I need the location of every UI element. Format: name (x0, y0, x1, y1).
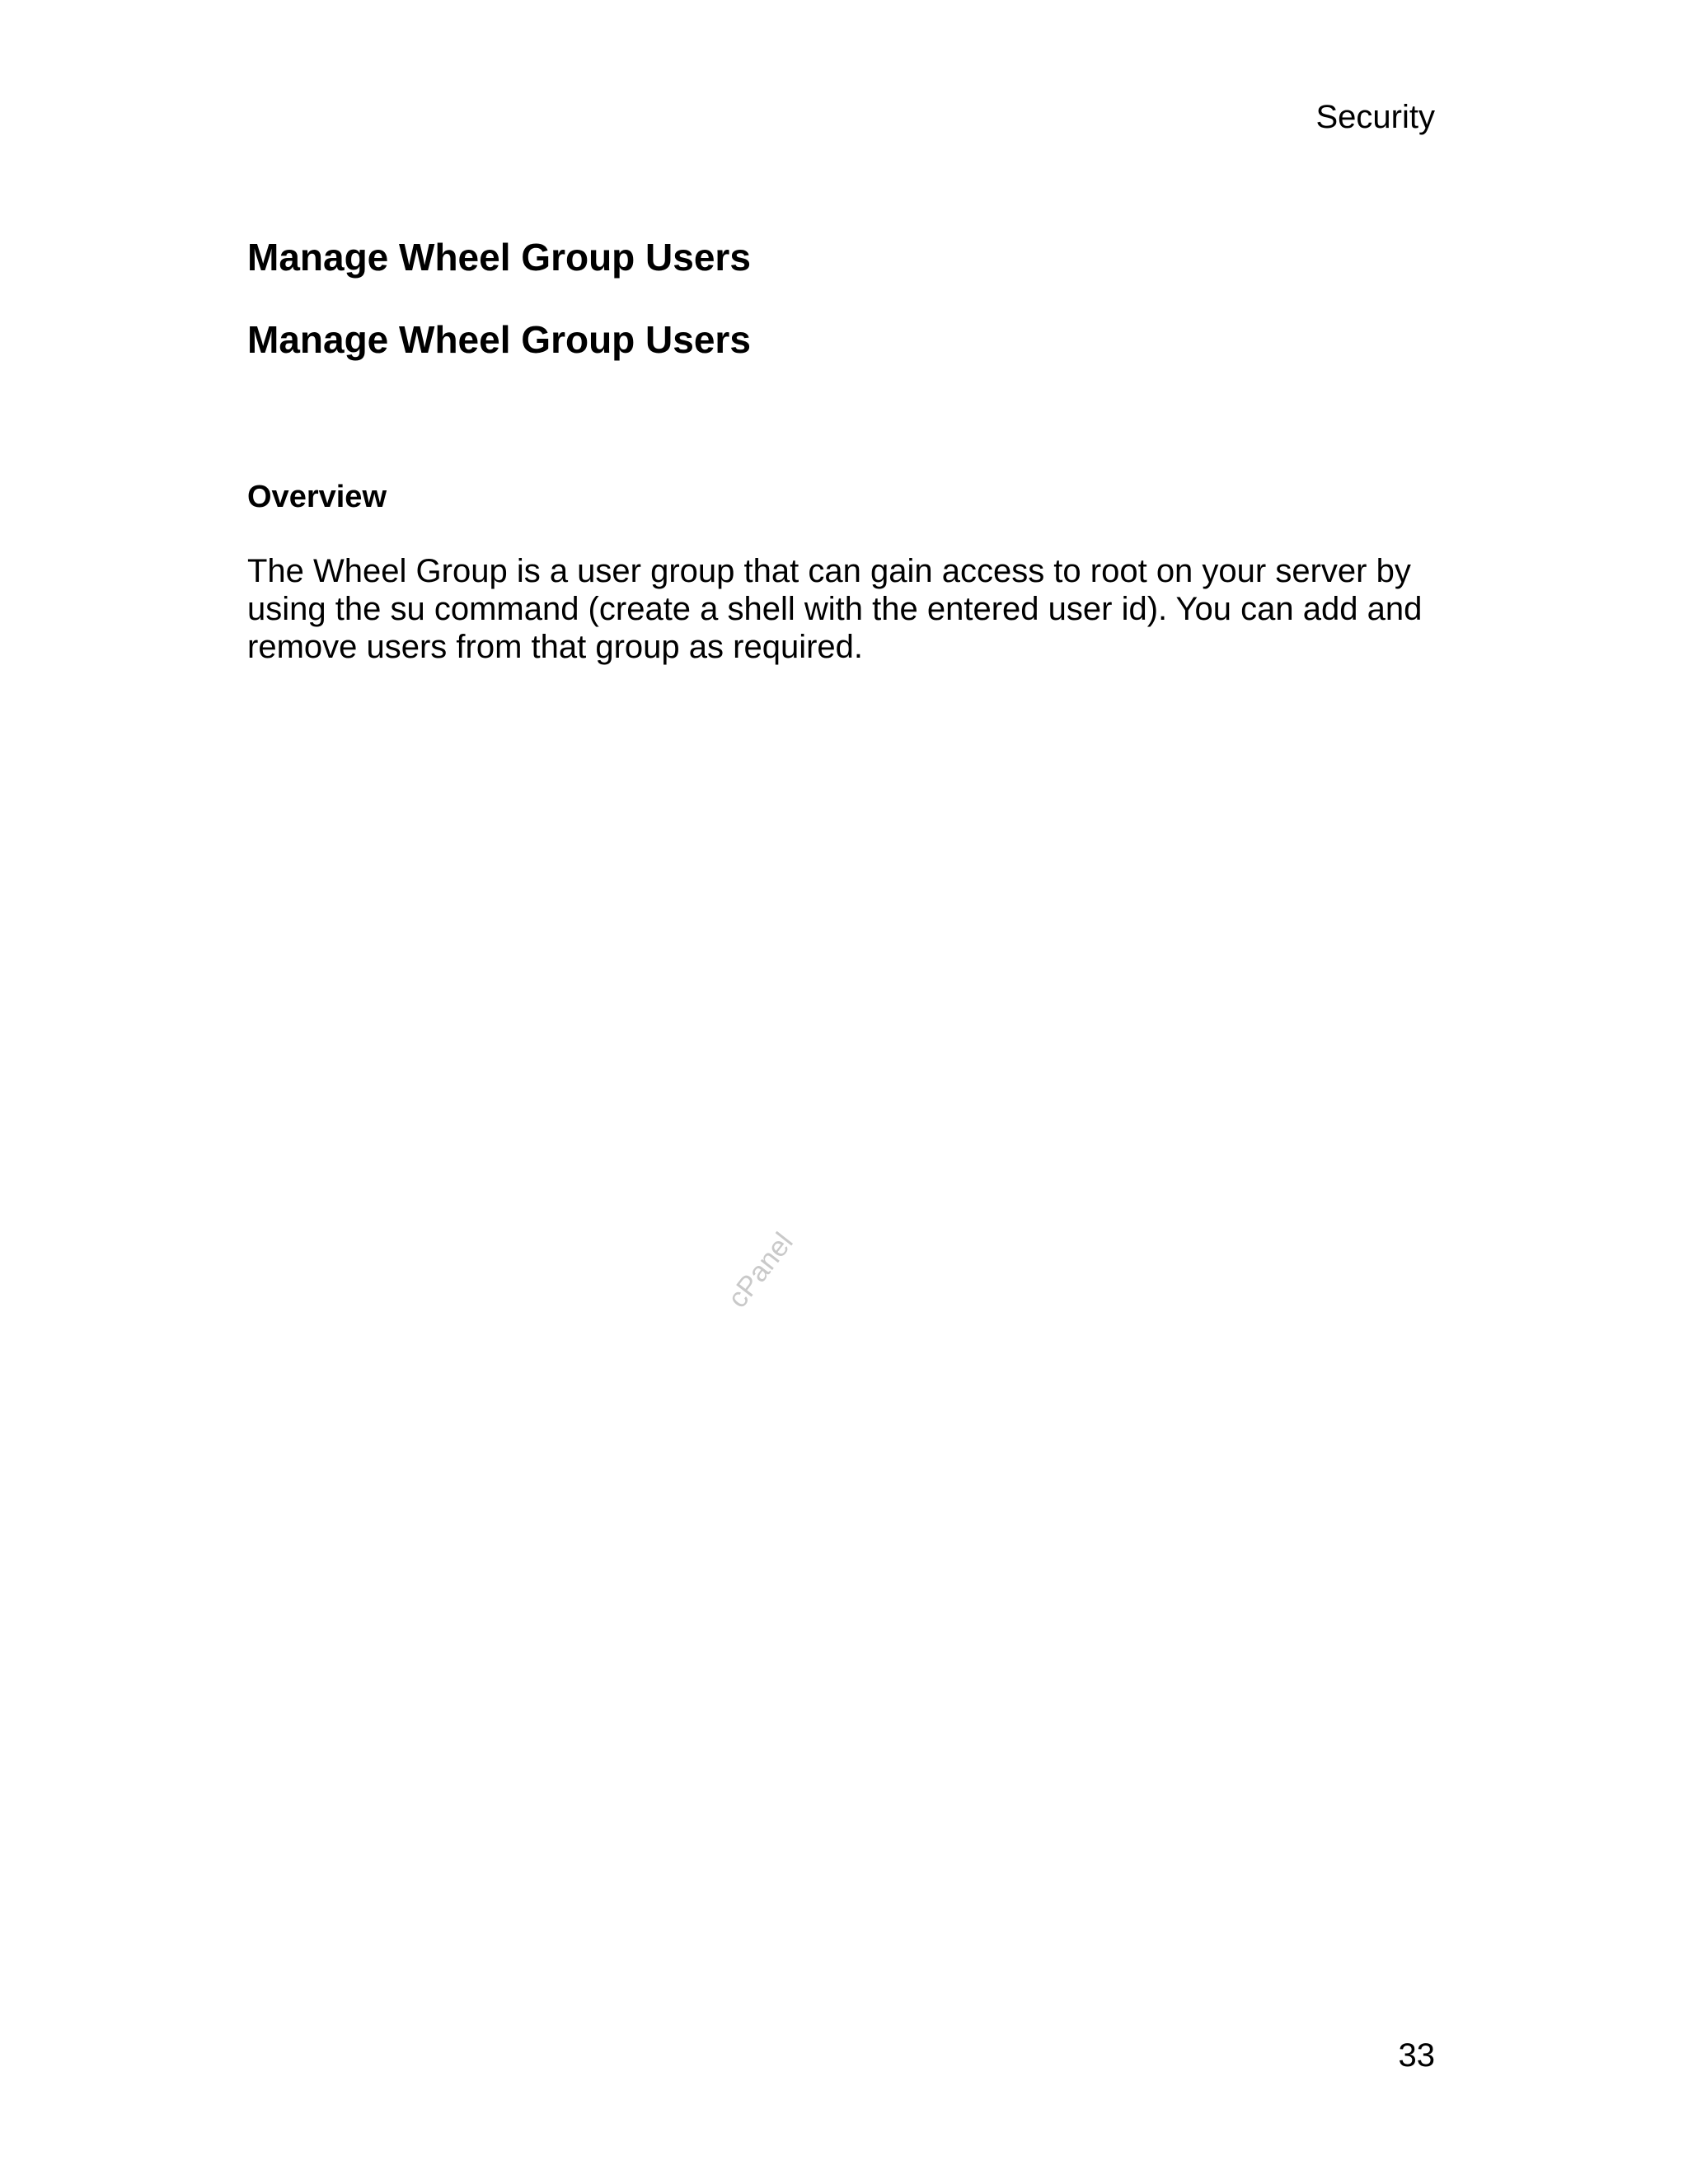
running-header-section: Security (1315, 99, 1435, 135)
page-number: 33 (1398, 2037, 1435, 2074)
overview-heading: Overview (247, 480, 387, 514)
watermark: cPanel (721, 1226, 799, 1315)
page-title: Manage Wheel Group Users (247, 236, 751, 279)
section-title: Manage Wheel Group Users (247, 318, 751, 361)
overview-paragraph: The Wheel Group is a user group that can gain access to root on your server by using the su command (create a shell with the entered user id). You can add and remove users from that group as required. (247, 553, 1423, 665)
